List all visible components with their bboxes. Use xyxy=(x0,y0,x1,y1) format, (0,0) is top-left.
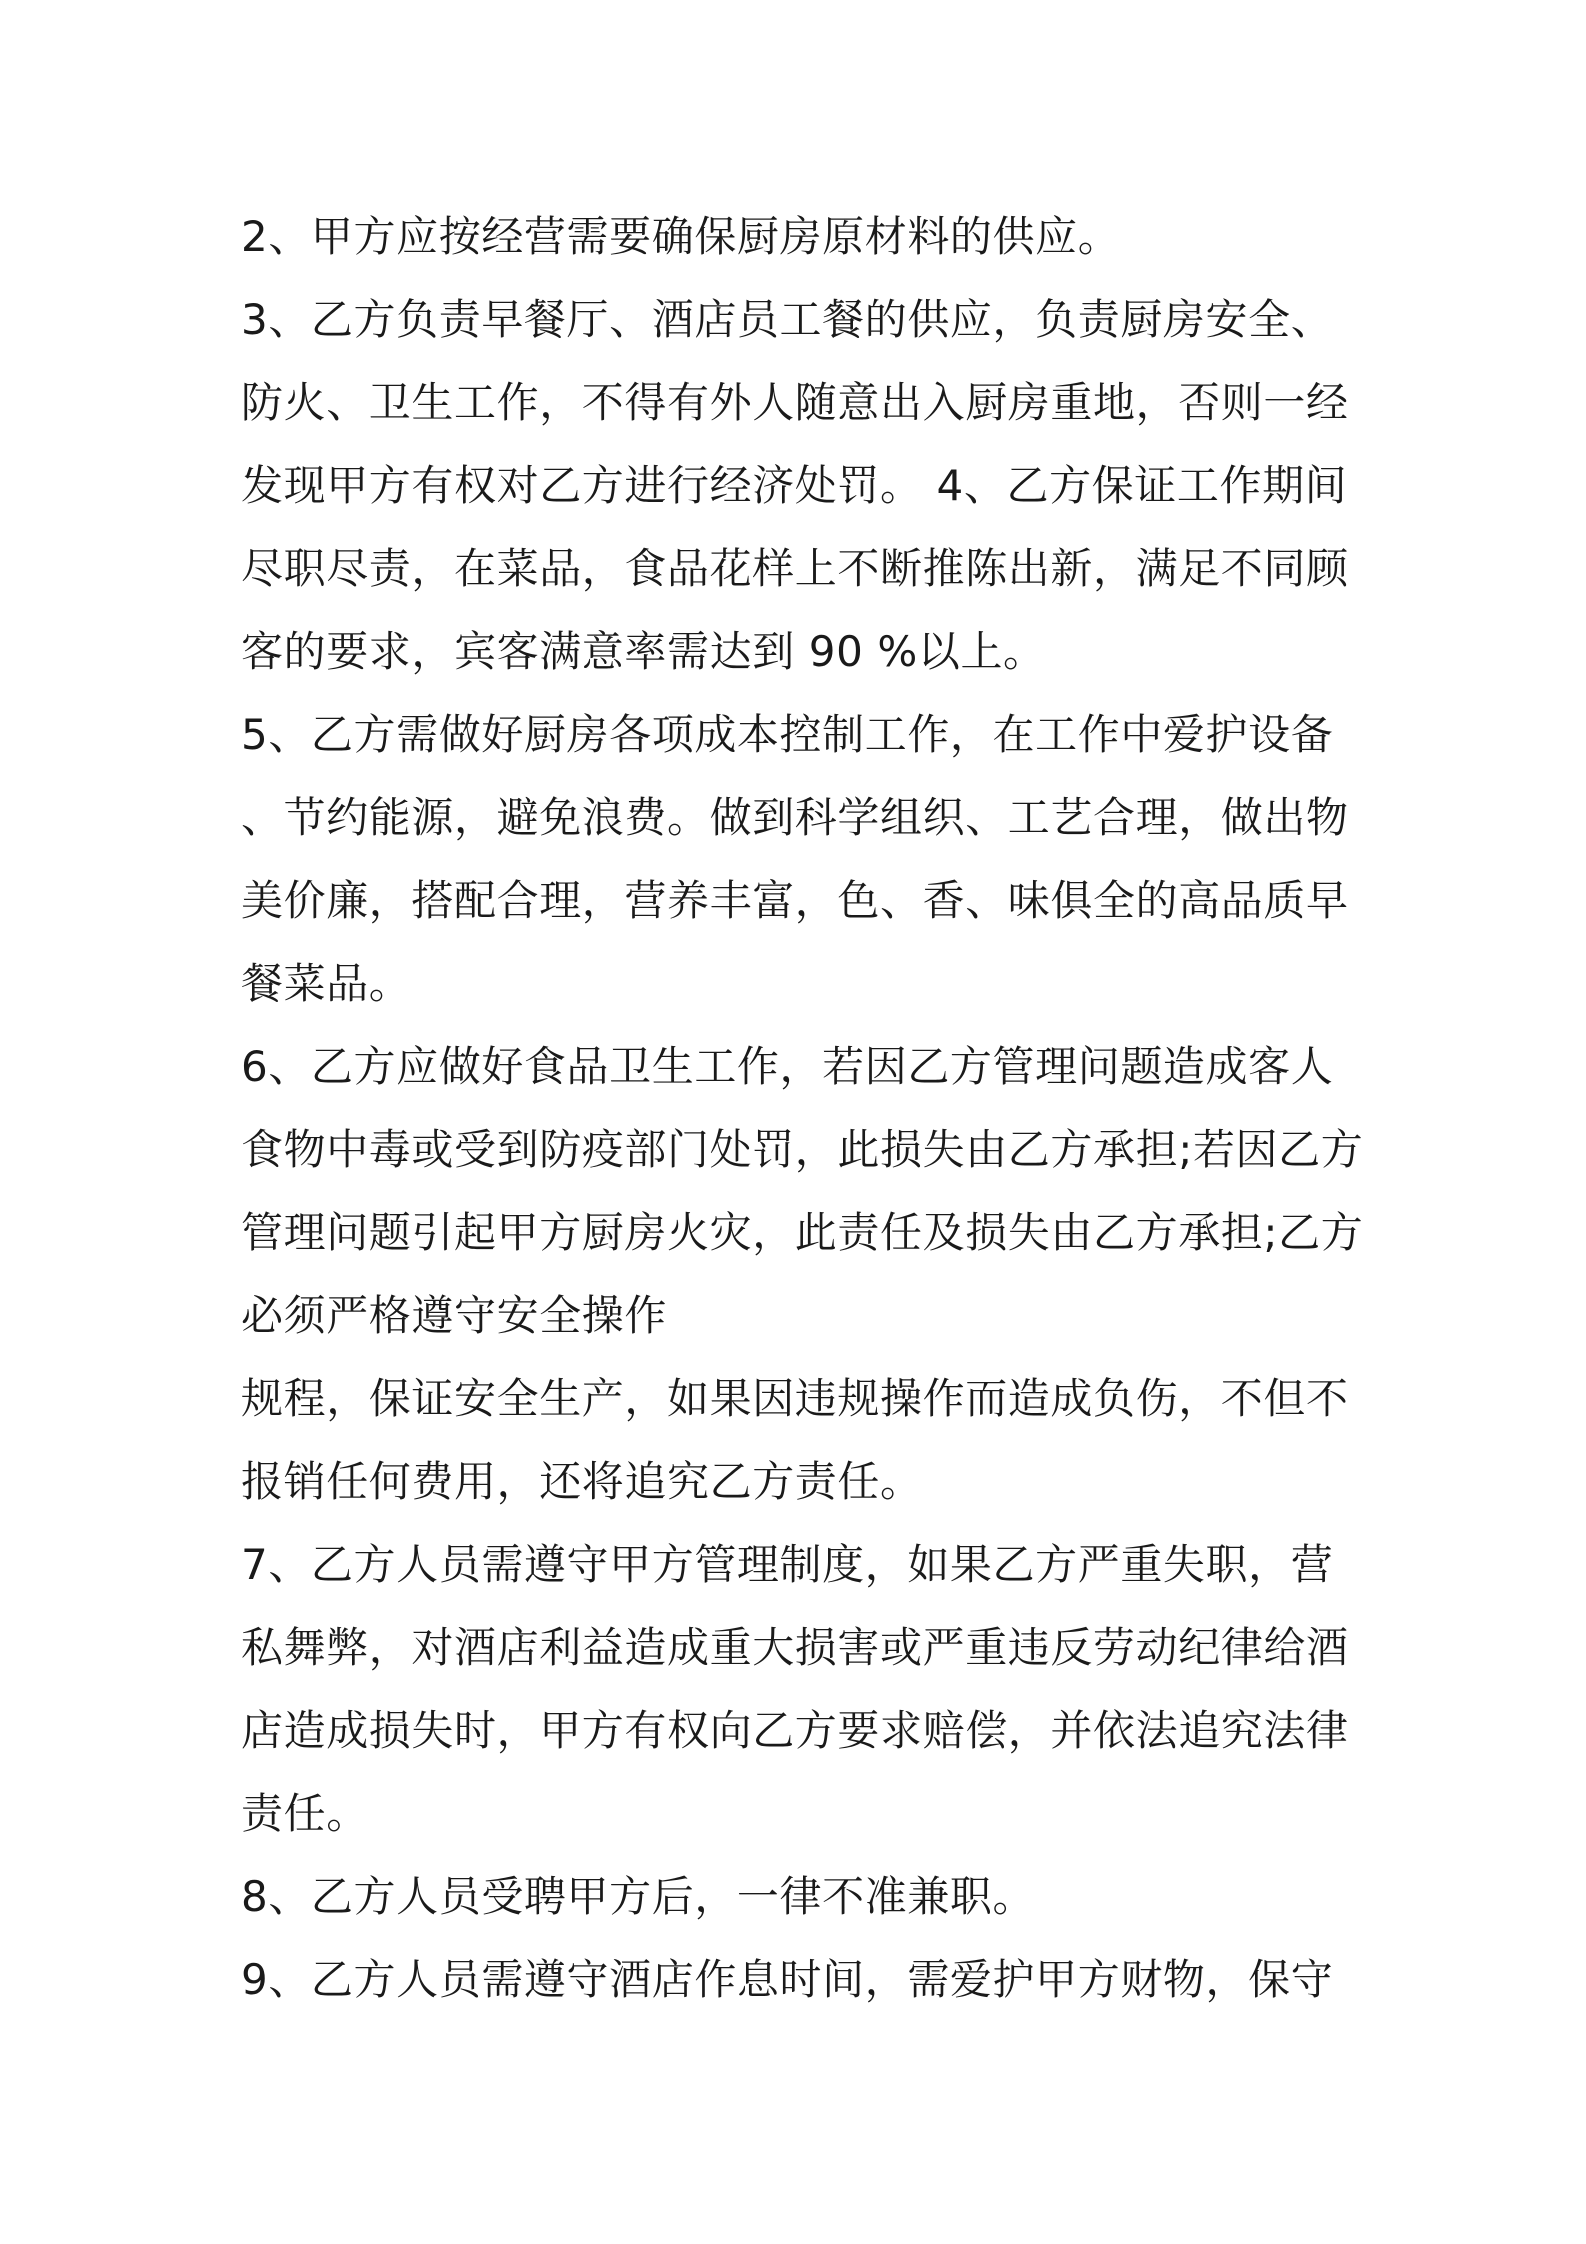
text-line: 8、乙方人员受聘甲方后，一律不准兼职。 xyxy=(241,1872,1036,1921)
text-line: 发现甲方有权对乙方进行经济处罚。 4、乙方保证工作期间 xyxy=(241,461,1348,510)
text-line: 店造成损失时，甲方有权向乙方要求赔偿，并依法追究法律 xyxy=(241,1706,1349,1755)
text-line: 报销任何费用，还将追究乙方责任。 xyxy=(241,1457,923,1506)
text-line: 私舞弊，对酒店利益造成重大损害或严重违反劳动纪律给酒 xyxy=(241,1623,1349,1672)
text-line: 5、乙方需做好厨房各项成本控制工作，在工作中爱护设备 xyxy=(241,710,1334,759)
text-line: 必须严格遵守安全操作 xyxy=(241,1291,668,1340)
document-body xyxy=(241,195,1366,2021)
text-line: 管理问题引起甲方厨房火灾，此责任及损失由乙方承担;乙方 xyxy=(241,1208,1364,1257)
text-line: 7、乙方人员需遵守甲方管理制度，如果乙方严重失职，营 xyxy=(241,1540,1334,1589)
text-line: 美价廉，搭配合理，营养丰富，色、香、味俱全的高品质早 xyxy=(241,876,1349,925)
text-line: 3、乙方负责早餐厅、酒店员工餐的供应，负责厨房安全、 xyxy=(241,295,1334,344)
text-line: 餐菜品。 xyxy=(241,959,412,1008)
text-line: 2、甲方应按经营需要确保厨房原材料的供应。 xyxy=(241,212,1121,261)
text-line: 6、乙方应做好食品卫生工作，若因乙方管理问题造成客人 xyxy=(241,1042,1334,1091)
text-line: 规程，保证安全生产，如果因违规操作而造成负伤，不但不 xyxy=(241,1374,1349,1423)
text-line: 客的要求，宾客满意率需达到 90 %以上。 xyxy=(241,627,1046,676)
text-line: 、节约能源，避免浪费。做到科学组织、工艺合理，做出物 xyxy=(241,793,1349,842)
text-line: 9、乙方人员需遵守酒店作息时间，需爱护甲方财物，保守 xyxy=(241,1955,1334,2004)
text-line: 尽职尽责，在菜品，食品花样上不断推陈出新，满足不同顾 xyxy=(241,544,1349,593)
text-line: 责任。 xyxy=(241,1789,369,1838)
text-line: 食物中毒或受到防疫部门处罚，此损失由乙方承担;若因乙方 xyxy=(241,1125,1364,1174)
text-line: 防火、卫生工作，不得有外人随意出入厨房重地，否则一经 xyxy=(241,378,1349,427)
